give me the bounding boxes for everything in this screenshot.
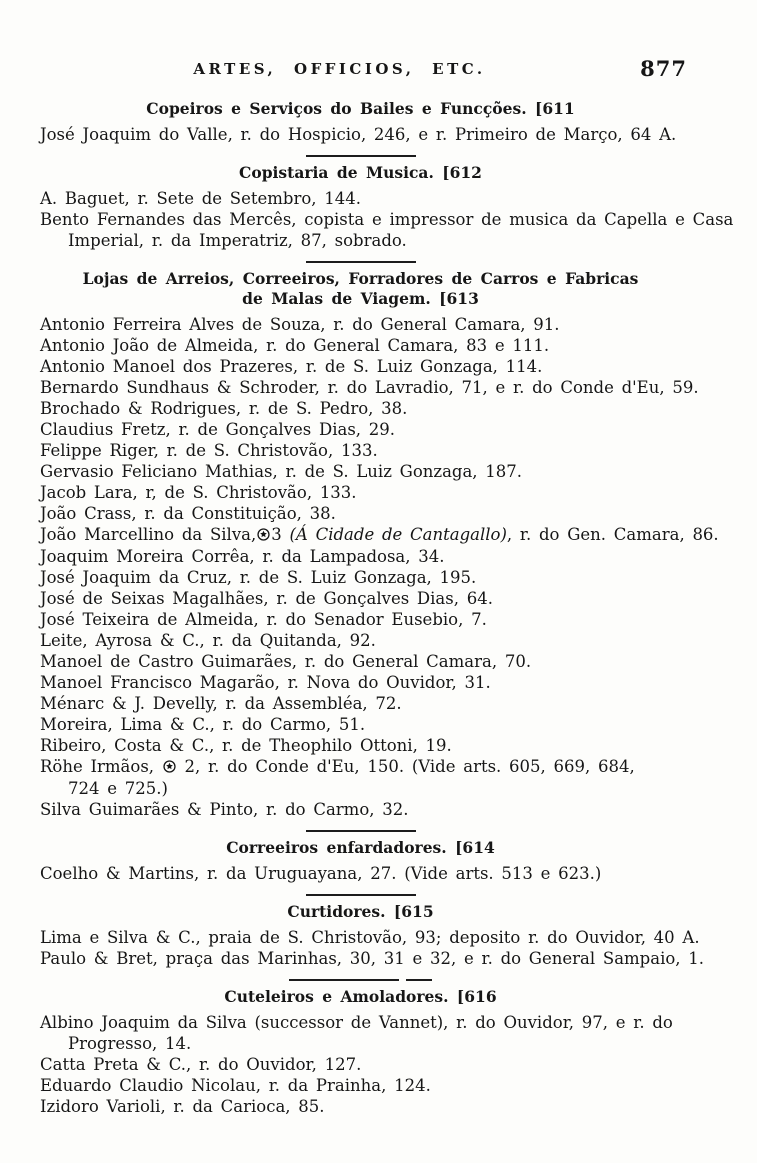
divider-line (306, 830, 416, 832)
medal-icon (163, 757, 176, 778)
directory-entry (40, 209, 739, 251)
entry-text: Silva Guimarães & Pinto, r. do Carmo, 32. (40, 800, 409, 819)
directory-entry (40, 1012, 739, 1054)
entry-line (40, 630, 739, 651)
directory-entry (40, 314, 739, 335)
entry-line (40, 546, 739, 567)
entry-line (40, 335, 739, 356)
divider-line (306, 261, 416, 263)
entry-text: 724 e 725.) (68, 779, 168, 798)
entry-text: Joaquim Moreira Corrêa, r. da Lampadosa, 34. (40, 547, 445, 566)
directory-entry (40, 1096, 739, 1117)
entry-text: Bento Fernandes das Mercês, copista e impressor de musica da Capella e Casa (40, 210, 734, 229)
page-number: 877 (640, 56, 687, 81)
directory-entry (40, 377, 739, 398)
section-613 (40, 261, 739, 820)
directory-entry (40, 672, 739, 693)
entry-text: Gervasio Feliciano Mathias, r. de S. Luiz Gonzaga, 187. (40, 462, 523, 481)
divider-line-short (406, 979, 432, 981)
directory-entry (40, 398, 739, 419)
entry-line (40, 503, 739, 524)
section-heading-line: de Malas de Viagem. [613 (242, 289, 479, 308)
entry-text: Progresso, 14. (68, 1034, 192, 1053)
medal-icon (257, 525, 270, 546)
entry-line (40, 377, 739, 398)
section-616 (40, 979, 739, 1117)
directory-entry (40, 546, 739, 567)
entry-text: José Joaquim da Cruz, r. de S. Luiz Gonzaga, 195. (40, 568, 477, 587)
directory-entry (40, 567, 739, 588)
section-612 (40, 155, 739, 251)
section-divider (40, 894, 681, 896)
entry-line (40, 440, 739, 461)
entry-line (40, 1075, 739, 1096)
entry-text: Antonio Manoel dos Prazeres, r. de S. Luiz Gonzaga, 114. (40, 357, 543, 376)
entry-text: Manoel de Castro Guimarães, r. do General Camara, 70. (40, 652, 532, 671)
entry-text: 2, r. do Conde d'Eu, 150. (Vide arts. 605, 669, 684, (176, 757, 635, 776)
directory-entry (40, 714, 739, 735)
directory-entry (40, 188, 739, 209)
entry-text: Röhe Irmãos, (40, 757, 162, 776)
entry-line (40, 567, 739, 588)
entry-text: Paulo & Bret, praça das Marinhas, 30, 31 e 32, e r. do General Sampaio, 1. (40, 949, 705, 968)
directory-sections (0, 99, 757, 1117)
entry-line (40, 1012, 739, 1033)
section-615 (40, 894, 739, 969)
entry-line (40, 588, 739, 609)
entry-text: João Crass, r. da Constituição, 38. (40, 504, 336, 523)
section-heading (40, 99, 739, 119)
directory-entry (40, 927, 739, 948)
entry-text: José Teixeira de Almeida, r. do Senador Eusebio, 7. (40, 610, 487, 629)
entry-text: Brochado & Rodrigues, r. de S. Pedro, 38. (40, 399, 408, 418)
entry-line (40, 735, 739, 756)
entry-text: Izidoro Varioli, r. da Carioca, 85. (40, 1097, 325, 1116)
entry-line (40, 863, 739, 884)
directory-entry (40, 609, 739, 630)
entry-text: Antonio Ferreira Alves de Souza, r. do General Camara, 91. (40, 315, 560, 334)
entry-line (40, 230, 739, 251)
section-divider (40, 261, 681, 263)
divider-line (306, 894, 416, 896)
entry-text: , r. do Gen. Camara, 86. (506, 525, 719, 544)
entry-line (40, 948, 739, 969)
directory-entry (40, 1054, 739, 1075)
directory-entry (40, 651, 739, 672)
divider-line (306, 155, 416, 157)
directory-entry (40, 419, 739, 440)
directory-entry (40, 799, 739, 820)
directory-entry (40, 335, 739, 356)
entry-text: José de Seixas Magalhães, r. de Gonçalves Dias, 64. (40, 589, 493, 608)
section-heading-line: Correeiros enfardadores. [614 (226, 838, 495, 857)
directory-entry (40, 356, 739, 377)
directory-entry (40, 1075, 739, 1096)
entry-line (40, 714, 739, 735)
running-header (0, 0, 757, 94)
entry-text: 3 (271, 525, 290, 544)
entry-line (40, 524, 739, 546)
entry-line (40, 1096, 739, 1117)
section-heading (40, 902, 739, 922)
section-614 (40, 830, 739, 884)
section-divider (40, 155, 681, 157)
entry-line (40, 314, 739, 335)
entry-line (40, 461, 739, 482)
section-heading (40, 163, 739, 183)
section-heading-line: Copistaria de Musica. [612 (239, 163, 482, 182)
entry-line (40, 1054, 739, 1075)
directory-entry (40, 440, 739, 461)
directory-entry (40, 124, 739, 145)
entry-text: Catta Preta & C., r. do Ouvidor, 127. (40, 1055, 362, 1074)
directory-entry (40, 503, 739, 524)
page-title: ARTES, OFFICIOS, ETC. (193, 60, 486, 78)
entry-text: Ménarc & J. Develly, r. da Assembléa, 72. (40, 694, 402, 713)
directory-entry (40, 756, 739, 799)
section-heading-line: Cuteleiros e Amoladores. [616 (224, 987, 497, 1006)
entry-line (40, 609, 739, 630)
entry-text-italic: (Á Cidade de Cantagallo) (289, 525, 507, 544)
directory-entry (40, 693, 739, 714)
entry-text: Felippe Riger, r. de S. Christovão, 133. (40, 441, 378, 460)
section-heading (40, 838, 739, 858)
entry-text: Leite, Ayrosa & C., r. da Quitanda, 92. (40, 631, 376, 650)
entry-line (40, 419, 739, 440)
entry-line (40, 927, 739, 948)
entry-text: Eduardo Claudio Nicolau, r. da Prainha, 124. (40, 1076, 431, 1095)
section-heading-line: Copeiros e Serviços do Bailes e Funcções. [611 (146, 99, 575, 118)
entry-line (40, 672, 739, 693)
section-heading-line: Curtidores. [615 (287, 902, 434, 921)
directory-entry (40, 735, 739, 756)
entry-text: Lima e Silva & C., praia de S. Christovão, 93; deposito r. do Ouvidor, 40 A. (40, 928, 700, 947)
entry-text: Jacob Lara, r, de S. Christovão, 133. (40, 483, 357, 502)
entry-text: Albino Joaquim da Silva (successor de Vannet), r. do Ouvidor, 97, e r. do (40, 1013, 673, 1032)
directory-entry (40, 948, 739, 969)
entry-text: José Joaquim do Valle, r. do Hospicio, 246, e r. Primeiro de Março, 64 A. (40, 125, 677, 144)
entry-line (40, 651, 739, 672)
section-heading (40, 987, 739, 1007)
entry-line (40, 693, 739, 714)
entry-text: A. Baguet, r. Sete de Setembro, 144. (40, 189, 362, 208)
entry-text: Moreira, Lima & C., r. do Carmo, 51. (40, 715, 366, 734)
entry-line (40, 124, 739, 145)
entry-line (40, 1033, 739, 1054)
entry-text: Antonio João de Almeida, r. do General Camara, 83 e 111. (40, 336, 550, 355)
directory-entry (40, 630, 739, 651)
directory-entry (40, 461, 739, 482)
entry-text: Imperial, r. da Imperatriz, 87, sobrado. (68, 231, 407, 250)
section-611 (40, 99, 739, 145)
entry-line (40, 209, 739, 230)
directory-entry (40, 588, 739, 609)
entry-text: Claudius Fretz, r. de Gonçalves Dias, 29. (40, 420, 396, 439)
directory-entry (40, 524, 739, 546)
section-heading (40, 269, 739, 309)
divider-line (289, 979, 399, 981)
entry-text: Bernardo Sundhaus & Schroder, r. do Lavradio, 71, e r. do Conde d'Eu, 59. (40, 378, 699, 397)
directory-entry (40, 482, 739, 503)
section-heading-line: Lojas de Arreios, Correeiros, Forradores de Carros e Fabricas (82, 269, 639, 288)
section-divider (40, 830, 681, 832)
entry-text: Coelho & Martins, r. da Uruguayana, 27. (Vide arts. 513 e 623.) (40, 864, 602, 883)
entry-line (40, 188, 739, 209)
entry-line (40, 398, 739, 419)
section-divider (40, 979, 681, 981)
entry-line (40, 778, 739, 799)
entry-text: João Marcellino da Silva, (40, 525, 257, 544)
entry-text: Ribeiro, Costa & C., r. de Theophilo Ottoni, 19. (40, 736, 452, 755)
entry-line (40, 356, 739, 377)
entry-text: Manoel Francisco Magarão, r. Nova do Ouvidor, 31. (40, 673, 491, 692)
entry-line (40, 756, 739, 778)
entry-line (40, 482, 739, 503)
entry-line (40, 799, 739, 820)
directory-entry (40, 863, 739, 884)
